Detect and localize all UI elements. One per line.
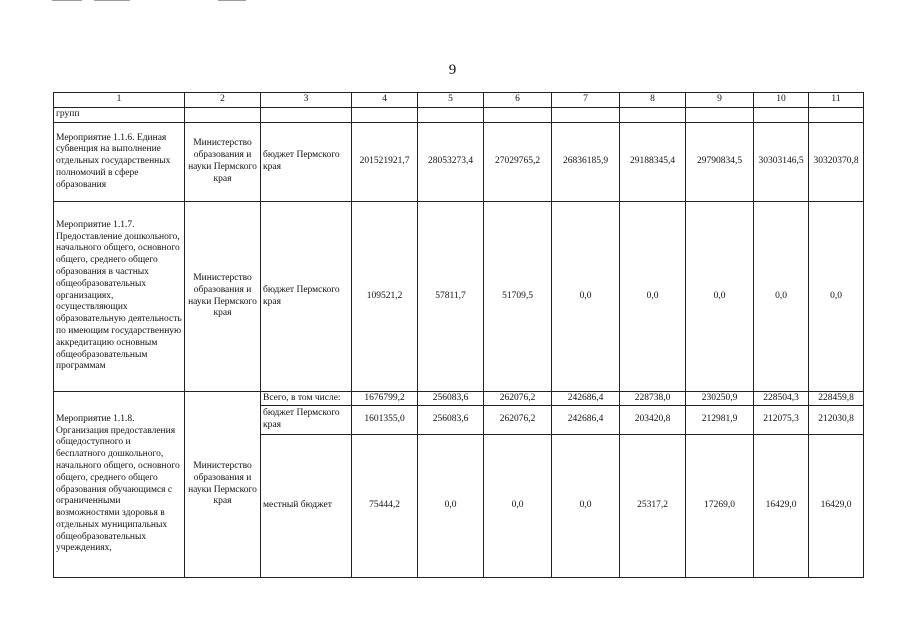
responsible-org: Министерство образования и науки Пермского края xyxy=(185,392,261,578)
column-number: 11 xyxy=(809,93,864,108)
empty-cell xyxy=(809,108,864,123)
funding-source: бюджет Пермского края xyxy=(261,406,352,435)
continuation-text: групп xyxy=(54,108,185,123)
empty-cell xyxy=(620,108,686,123)
amount-cell: 212075,3 xyxy=(754,406,809,435)
amount-cell: 1601355,0 xyxy=(352,406,418,435)
column-number: 7 xyxy=(552,93,620,108)
responsible-org: Министерство образования и науки Пермского края xyxy=(185,202,261,392)
continuation-row xyxy=(54,108,864,123)
amount-cell: 30320370,8 xyxy=(809,123,864,202)
amount-cell: 230250,9 xyxy=(686,392,754,406)
amount-cell: 212030,8 xyxy=(809,406,864,435)
empty-cell xyxy=(261,108,352,123)
amount-cell: 228459,8 xyxy=(809,392,864,406)
amount-cell: 228504,3 xyxy=(754,392,809,406)
event-name: Мероприятие 1.1.6. Единая субвенция на выполнение отдельных государственных полномочий в сфере образования xyxy=(54,123,185,202)
event-name: Мероприятие 1.1.7. Предоставление дошкольного, начального общего, основного общего, среднего общего образования в частных общеобразовательных организациях, осуществляющих образовательную деятельность по имеющим государственную аккредитацию основным общеобразовательным программам xyxy=(54,202,185,392)
amount-cell: 17269,0 xyxy=(686,435,754,578)
column-number: 2 xyxy=(185,93,261,108)
table-row-event-117 xyxy=(54,202,864,392)
funding-source: бюджет Пермского края xyxy=(261,202,352,392)
amount-cell: 29790834,5 xyxy=(686,123,754,202)
budget-table xyxy=(53,92,864,578)
amount-cell: 0,0 xyxy=(620,202,686,392)
column-number: 3 xyxy=(261,93,352,108)
amount-cell: 262076,2 xyxy=(484,406,552,435)
amount-cell: 30303146,5 xyxy=(754,123,809,202)
empty-cell xyxy=(352,108,418,123)
event-name: Мероприятие 1.1.8. Организация предоставления общедоступного и бесплатного дошкольного, начального общего, основного общего, среднего общего образования обучающимся с ограниченными возможностями здоровья в отдельных муниципальных общеобразовательных учреждениях, xyxy=(54,392,185,578)
amount-cell: 109521,2 xyxy=(352,202,418,392)
amount-cell: 212981,9 xyxy=(686,406,754,435)
amount-cell: 242686,4 xyxy=(552,406,620,435)
column-number: 9 xyxy=(686,93,754,108)
amount-cell: 256083,6 xyxy=(418,392,484,406)
funding-source: бюджет Пермского края xyxy=(261,123,352,202)
table-row-event-118-total xyxy=(54,392,864,406)
amount-cell: 16429,0 xyxy=(754,435,809,578)
column-number: 1 xyxy=(54,93,185,108)
amount-cell: 27029765,2 xyxy=(484,123,552,202)
funding-source: Всего, в том числе: xyxy=(261,392,352,406)
amount-cell: 1676799,2 xyxy=(352,392,418,406)
column-number: 10 xyxy=(754,93,809,108)
table-row-event-116 xyxy=(54,123,864,202)
amount-cell: 201521921,7 xyxy=(352,123,418,202)
column-number: 4 xyxy=(352,93,418,108)
amount-cell: 26836185,9 xyxy=(552,123,620,202)
amount-cell: 0,0 xyxy=(809,202,864,392)
amount-cell: 51709,5 xyxy=(484,202,552,392)
amount-cell: 228738,0 xyxy=(620,392,686,406)
amount-cell: 0,0 xyxy=(418,435,484,578)
responsible-org: Министерство образования и науки Пермского края xyxy=(185,123,261,202)
empty-cell xyxy=(686,108,754,123)
amount-cell: 256083,6 xyxy=(418,406,484,435)
column-number: 5 xyxy=(418,93,484,108)
amount-cell: 75444,2 xyxy=(352,435,418,578)
column-number-row xyxy=(54,93,864,108)
amount-cell: 57811,7 xyxy=(418,202,484,392)
amount-cell: 16429,0 xyxy=(809,435,864,578)
empty-cell xyxy=(484,108,552,123)
amount-cell: 0,0 xyxy=(484,435,552,578)
amount-cell: 0,0 xyxy=(552,202,620,392)
scan-artifact-line xyxy=(52,0,82,1)
page-number: 9 xyxy=(448,62,457,78)
empty-cell xyxy=(754,108,809,123)
amount-cell: 262076,2 xyxy=(484,392,552,406)
scan-artifact-line xyxy=(94,0,130,1)
amount-cell: 203420,8 xyxy=(620,406,686,435)
amount-cell: 29188345,4 xyxy=(620,123,686,202)
empty-cell xyxy=(552,108,620,123)
amount-cell: 0,0 xyxy=(754,202,809,392)
amount-cell: 0,0 xyxy=(686,202,754,392)
amount-cell: 25317,2 xyxy=(620,435,686,578)
column-number: 6 xyxy=(484,93,552,108)
column-number: 8 xyxy=(620,93,686,108)
empty-cell xyxy=(418,108,484,123)
empty-cell xyxy=(185,108,261,123)
amount-cell: 28053273,4 xyxy=(418,123,484,202)
amount-cell: 242686,4 xyxy=(552,392,620,406)
amount-cell: 0,0 xyxy=(552,435,620,578)
funding-source: местный бюджет xyxy=(261,435,352,578)
scan-artifact-line xyxy=(218,0,246,1)
